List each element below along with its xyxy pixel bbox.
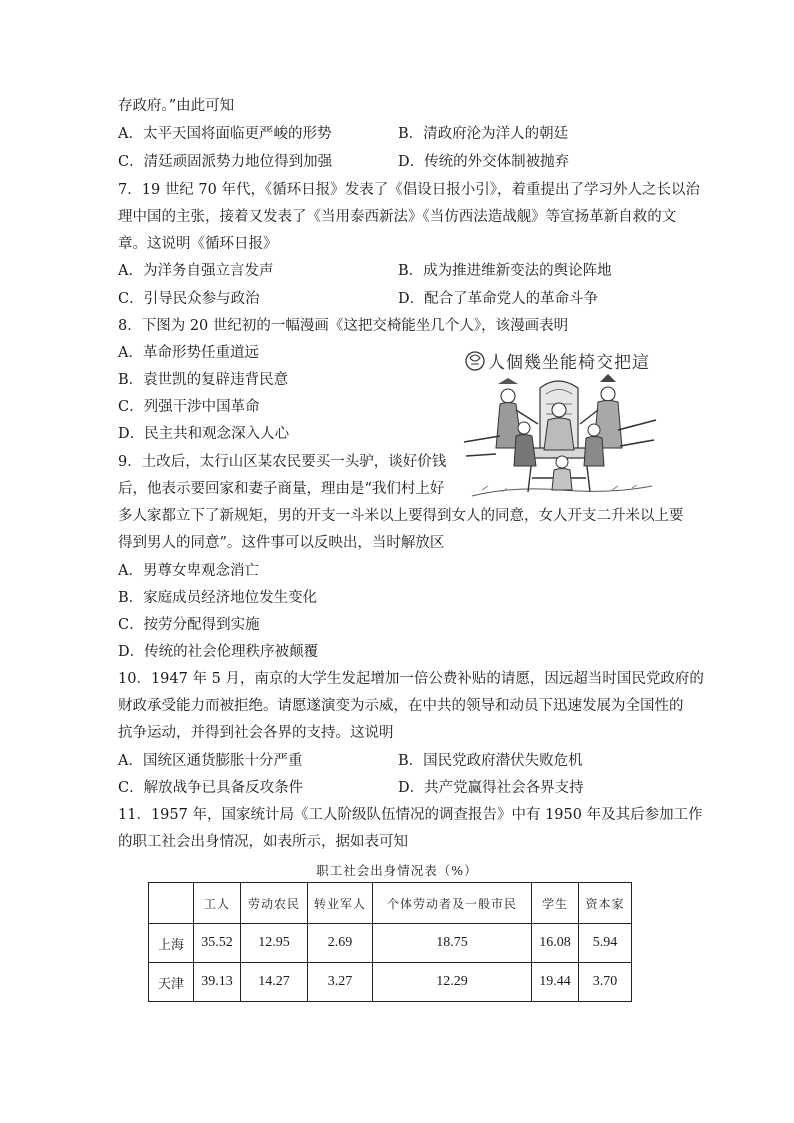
header-cell-citizens: 个体劳动者及一般市民 [373,883,532,924]
q10-stem-line1: 10．1947 年 5 月，南京的大学生发起增加一倍公费补贴的请愿，因远超当时国民党政府的 [118,671,704,687]
header-cell-veterans: 转业军人 [308,883,373,924]
header-cell-students: 学生 [532,883,579,924]
q8-option-b: B．袁世凯的复辟违背民意 [118,372,289,388]
header-cell-peasants: 劳动农民 [241,883,308,924]
q10-option-d: D．共产党赢得社会各界支持 [398,780,584,796]
table-cell: 35.52 [194,924,241,963]
table-cell: 14.27 [241,963,308,1002]
q9-option-b: B．家庭成员经济地位发生变化 [118,590,318,606]
q7-option-c: C．引导民众参与政治 [118,291,260,307]
table-cell: 3.27 [308,963,373,1002]
table-cell: 39.13 [194,963,241,1002]
table-cell: 5.94 [579,924,632,963]
q7-stem-line1: 7．19 世纪 70 年代，《循环日报》发表了《倡设日报小引》，着重提出了学习外人之长以治 [118,182,700,198]
q7-option-b: B．成为推进维新变法的舆论阵地 [398,263,612,279]
q6-option-b: B．清政府沦为洋人的朝廷 [398,126,569,142]
table-cell: 16.08 [532,924,579,963]
q8-option-a: A．革命形势任重道远 [118,345,259,361]
header-cell-empty [149,883,194,924]
q9-option-d: D．传统的社会伦理秩序被颠覆 [118,644,319,660]
table-row [149,963,632,1002]
q8-option-d: D．民主共和观念深入人心 [118,426,290,442]
q10-stem-line3: 抗争运动，并得到社会各界的支持。这说明 [118,725,394,741]
q6-option-a: A．太平天国将面临更严峻的形势 [118,126,332,142]
q8-option-c: C．列强干涉中国革命 [118,399,260,415]
q10-option-a: A．国统区通货膨胀十分严重 [118,753,303,769]
q9-option-a: A．男尊女卑观念消亡 [118,563,259,579]
table-cell: 2.69 [308,924,373,963]
q11-stem-line2: 的职工社会出身情况，如表所示，据如表可知 [118,834,408,850]
table-cell: 19.44 [532,963,579,1002]
q11-stem-line1: 11．1957 年，国家统计局《工人阶级队伍情况的调查报告》中有 1950 年及其后参加工作 [118,807,703,823]
q9-stem-line4: 得到男人的同意”。这件事可以反映出，当时解放区 [118,535,445,551]
header-cell-capitalists: 资本家 [579,883,632,924]
question-6-stem-end: 存政府。”由此可知 [118,98,235,114]
table-header-row [149,883,632,924]
q9-option-c: C．按劳分配得到实施 [118,617,260,633]
table-cell: 18.75 [373,924,532,963]
table-row [149,924,632,963]
q10-option-b: B．国民党政府潜伏失败危机 [398,753,583,769]
q10-stem-line2: 财政承受能力而被拒绝。请愿遂演变为示威，在中共的领导和动员下迅速发展为全国性的 [118,698,684,714]
table-cell: 12.29 [373,963,532,1002]
svg-text:人個幾坐能椅交把這: 人個幾坐能椅交把這 [488,353,650,373]
table-cell: 12.95 [241,924,308,963]
q8-stem: 8．下图为 20 世纪初的一幅漫画《这把交椅能坐几个人》，该漫画表明 [118,318,569,334]
q6-option-d: D．传统的外交体制被抛弃 [398,154,570,170]
q7-option-a: A．为洋务自强立言发声 [118,263,274,279]
table-cell: 3.70 [579,963,632,1002]
table-title: 职工社会出身情况表（%） [316,863,478,878]
q9-stem-line1: 9．土改后，太行山区某农民要买一头驴，谈好价钱 [118,454,447,470]
row-label-tianjin: 天津 [149,963,194,1002]
q7-stem-line2: 理中国的主张，接着又发表了《当用泰西新法》《当仿西法造战舰》等宣扬革新自救的文 [118,209,677,225]
q7-stem-line3: 章。这说明《循环日报》 [118,236,278,252]
q9-stem-line3: 多人家都立下了新规矩，男的开支一斗米以上要得到女人的同意，女人开支二升米以上要 [118,508,684,524]
header-cell-workers: 工人 [194,883,241,924]
social-origin-table [148,882,632,1002]
political-cartoon-chair-icon [462,344,658,504]
q6-option-c: C．清廷顽固派势力地位得到加强 [118,154,333,170]
q10-option-c: C．解放战争已具备反攻条件 [118,780,304,796]
q9-stem-line2: 后，他表示要回家和妻子商量，理由是“我们村上好 [118,481,445,497]
q7-option-d: D．配合了革命党人的革命斗争 [398,291,599,307]
row-label-shanghai: 上海 [149,924,194,963]
